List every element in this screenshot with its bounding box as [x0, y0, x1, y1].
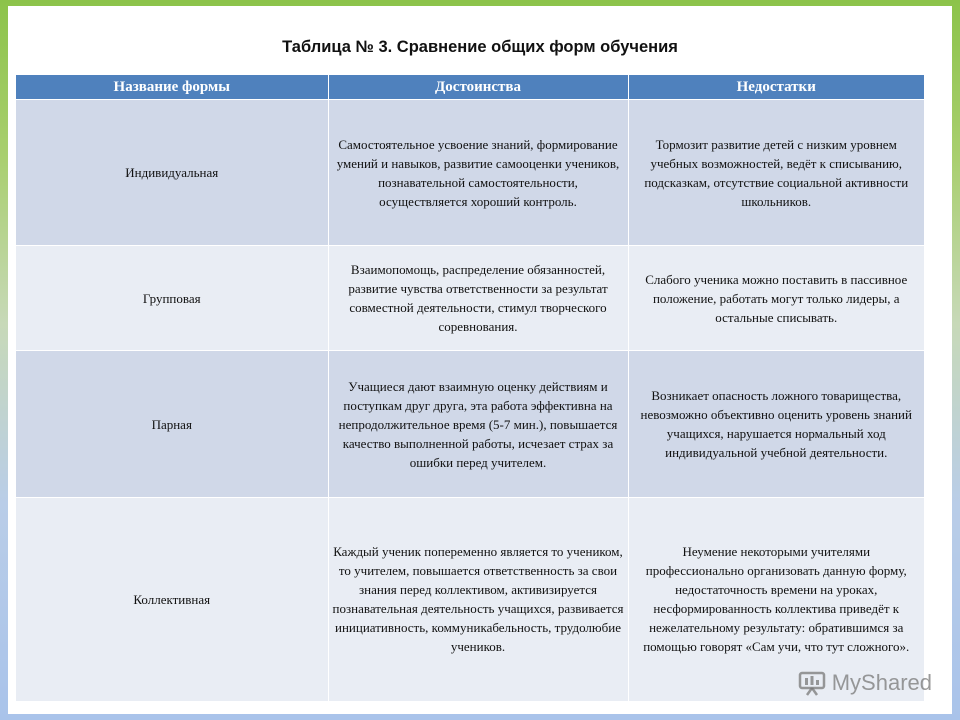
table-row: [16, 100, 924, 246]
cell-advantages: Каждый ученик попеременно является то учеником, то учителем, повышается ответственность за свои знания перед коллективом, активизируется познавательная деятельность учащихся, развивается инициативность, коммуникабельность, трудолюбие учеников.: [328, 498, 628, 701]
watermark-text: MyShared: [831, 670, 932, 695]
cell-form-name: Коллективная: [16, 498, 328, 701]
comparison-table: [16, 75, 924, 701]
presentation-logo-icon: [798, 670, 826, 696]
table-row: [16, 351, 924, 498]
cell-form-name: Индивидуальная: [16, 100, 328, 246]
cell-disadvantages: Неумение некоторыми учителями профессионально организовать данную форму, недостаточность времени на уроках, несформированность коллектива приведёт к нежелательному результату: обратившимся за помощью говорят «Сам учи, что тут сложного».: [628, 498, 924, 701]
cell-disadvantages: Тормозит развитие детей с низким уровнем учебных возможностей, ведёт к списыванию, подсказкам, отсутствие социальной активности школьников.: [628, 100, 924, 246]
slide: [8, 6, 952, 714]
page-title: Таблица № 3. Сравнение общих форм обучения: [282, 38, 678, 56]
cell-disadvantages: Возникает опасность ложного товарищества, невозможно объективно оценить уровень знаний учащихся, нарушается нормальный ход индивидуальной учебной деятельности.: [628, 351, 924, 498]
cell-form-name: Групповая: [16, 246, 328, 351]
table-row: [16, 246, 924, 351]
watermark: [798, 670, 932, 696]
cell-advantages: Взаимопомощь, распределение обязанностей, развитие чувства ответственности за результат совместной деятельности, стимул творческого соревнования.: [328, 246, 628, 351]
cell-advantages: Учащиеся дают взаимную оценку действиям и поступкам друг друга, эта работа эффективна на непродолжительное время (5-7 мин.), повышается качество выполненной работы, исчезает страх за ошибки перед учителем.: [328, 351, 628, 498]
header-disadvantages: Недостатки: [628, 75, 924, 100]
cell-disadvantages: Слабого ученика можно поставить в пассивное положение, работать могут только лидеры, а остальные списывать.: [628, 246, 924, 351]
table-row: [16, 498, 924, 701]
cell-form-name: Парная: [16, 351, 328, 498]
table-header-row: [16, 75, 924, 100]
cell-advantages: Самостоятельное усвоение знаний, формирование умений и навыков, развитие самооценки учеников, познавательной самостоятельности, осуществляется хороший контроль.: [328, 100, 628, 246]
header-advantages: Достоинства: [328, 75, 628, 100]
header-form-name: Название формы: [16, 75, 328, 100]
